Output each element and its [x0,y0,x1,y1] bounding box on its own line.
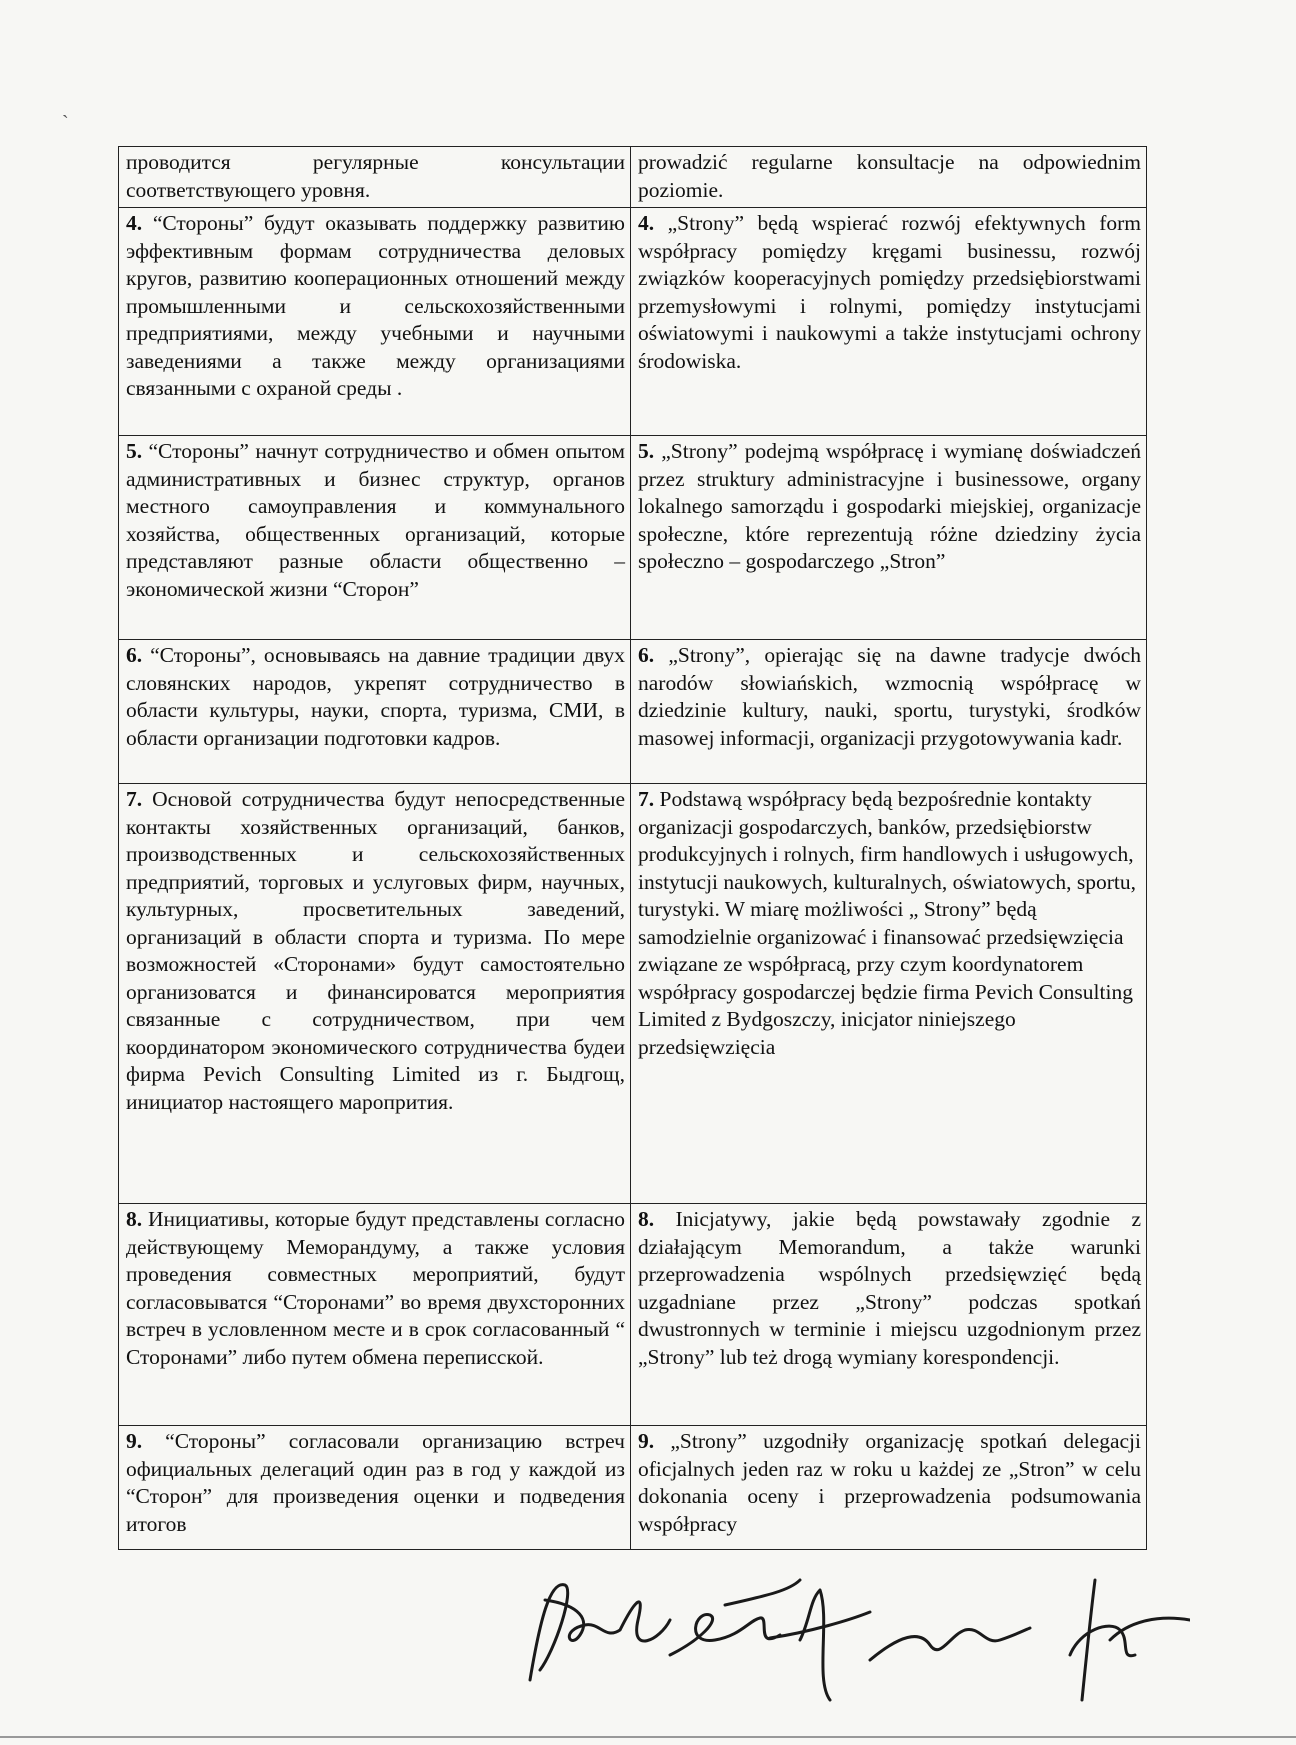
pl-cell [631,640,1147,784]
pl-cell [631,784,1147,1204]
table-row [119,640,1147,784]
ru-text: Основой сотрудничества будут непосредственные контакты хозяйственных организаций, банков, производственных и сельскохозяйственных предприятий, торговых и услуговых фирм, научных, культурных, просветительных заведений, организаций в области спорта и туризма. По мере возможностей «Сторонами» будут самостоятельно организоватся и финансироватся мероприятия связанные с сотрудничеством, при чем координатором экономического сотрудничества будеи фирма Pevich Consulting Limited из г. Быдгощ, инициатор настоящего маропрития. [126,787,625,1114]
ru-text: Инициативы, которые будут представлены согласно действующему Меморандуму, а также условия проведения совместных мероприятий, будут согласовыватся “Сторонами” во время двухсторонних встреч в условленном месте и в срок согласованный “ Сторонами” либо путем обмена переписской. [126,1207,625,1369]
pl-cell [631,208,1147,436]
pl-text: prowadzić regularne konsultacje na odpowiednim poziomie. [638,150,1141,202]
ru-text: “Стороны” согласовали организацию встреч официальных делегаций один раз в год у каждой из “Сторон” для произведения оценки и подведения итогов [126,1429,625,1536]
clause-number: 7. [638,787,655,811]
pl-text: „Strony” będą wspierać rozwój efektywnych form współpracy pomiędzy kręgami businessu, rozwój związków kooperacyjnych pomiędzy przedsiębiorstwami przemysłowymi i rolnymi, pomiędzy instytucjami oświatowymi i naukowymi a także instytucjami ochrony środowiska. [638,211,1141,373]
ru-cell [119,640,631,784]
clause-number: 4. [126,211,143,235]
pl-text: „Strony”, opierając się na dawne tradycje dwóch narodów słowiańskich, wzmocnią współpracę w dziedzinie kultury, nauki, sportu, turystyki, środków masowej informacji, organizacji przygotowywania kadr. [638,643,1141,750]
ru-text: “Стороны” начнут сотрудничество и обмен опытом административных и бизнес структур, органов местного самоуправления и коммунального хозяйства, общественных организаций, которые представляют разные области общественно –экономической жизни “Сторон” [126,439,625,601]
ru-cell [119,436,631,640]
signature-4 [870,1628,1030,1660]
pl-cell [631,147,1147,208]
clause-number: 8. [126,1207,143,1231]
pl-cell [631,1204,1147,1426]
clause-number: 8. [638,1207,655,1231]
clause-number: 7. [126,787,143,811]
signature-1 [530,1585,670,1680]
clause-number: 9. [126,1429,143,1453]
signature-3 [800,1590,830,1700]
signature-5 [1070,1580,1190,1700]
clause-number: 6. [126,643,143,667]
clause-number: 5. [126,439,143,463]
signature-2 [670,1580,870,1655]
table-row [119,1204,1147,1426]
pl-cell [631,1426,1147,1550]
pl-text: „Strony” uzgodniły organizację spotkań delegacji oficjalnych jeden raz w roku u każdej ze „Stron” w celu dokonania oceny i przeprowadzenia podsumowania współpracy [638,1429,1141,1536]
clause-number: 4. [638,211,655,235]
ru-text: “Стороны” будут оказывать поддержку развитию эффективным формам сотрудничества деловых кругов, развитию кооперационных отношений между промышленными и сельскохозяйственными предприятиями, между учебными и научными заведениями а также между организациями связанными с охраной среды . [126,211,625,400]
punch-mark: ` [62,112,69,134]
table-row [119,784,1147,1204]
ru-cell [119,1204,631,1426]
clause-number: 6. [638,643,655,667]
clause-number: 5. [638,439,655,463]
ru-text: проводится регулярные консультации соответствующего уровня. [126,150,625,202]
clause-number: 9. [638,1429,655,1453]
ru-cell [119,784,631,1204]
pl-text: „Strony” podejmą współpracę i wymianę doświadczeń przez struktury administracyjne i businessowe, organy lokalnego samorządu i gospodarki miejskiej, organizacje społeczne, które reprezentują różne dziedziny życia społeczno – gospodarczego „Stron” [638,439,1141,573]
ru-cell [119,1426,631,1550]
ru-cell [119,147,631,208]
ru-text: “Стороны”, основываясь на давние традиции двух словянских народов, укрепят сотрудничество в области культуры, науки, спорта, туризма, СМИ, в области организации подготовки кадров. [126,643,625,750]
handwritten-signatures [470,1560,1190,1710]
table-row [119,436,1147,640]
bilingual-memorandum-table [118,146,1147,1550]
table-row [119,147,1147,208]
pl-text: Podstawą współpracy będą bezpośrednie kontakty organizacji gospodarczych, banków, przedsiębiorstw produkcyjnych i rolnych, firm handlowych i usługowych, instytucji naukowych, kulturalnych, oświatowych, sportu, turystyki. W miarę możliwości „ Strony” będą samodzielnie organizować i finansować przedsięwzięcia związane ze współpracą, przy czym koordynatorem współpracy gospodarczej będzie firma Pevich Consulting Limited z Bydgoszczy, inicjator niniejszego przedsięwzięcia [638,787,1137,1059]
table-row [119,208,1147,436]
scan-edge-line [0,1736,1296,1738]
table-row [119,1426,1147,1550]
pl-cell [631,436,1147,640]
pl-text: Inicjatywy, jakie będą powstawały zgodnie z działającym Memorandum, a także warunki przeprowadzenia wspólnych przedsięwzięć będą uzgadniane przez „Strony” podczas spotkań dwustronnych w terminie i miejscu uzgodnionym przez „Strony” lub też drogą wymiany korespondencji. [638,1207,1141,1369]
ru-cell [119,208,631,436]
